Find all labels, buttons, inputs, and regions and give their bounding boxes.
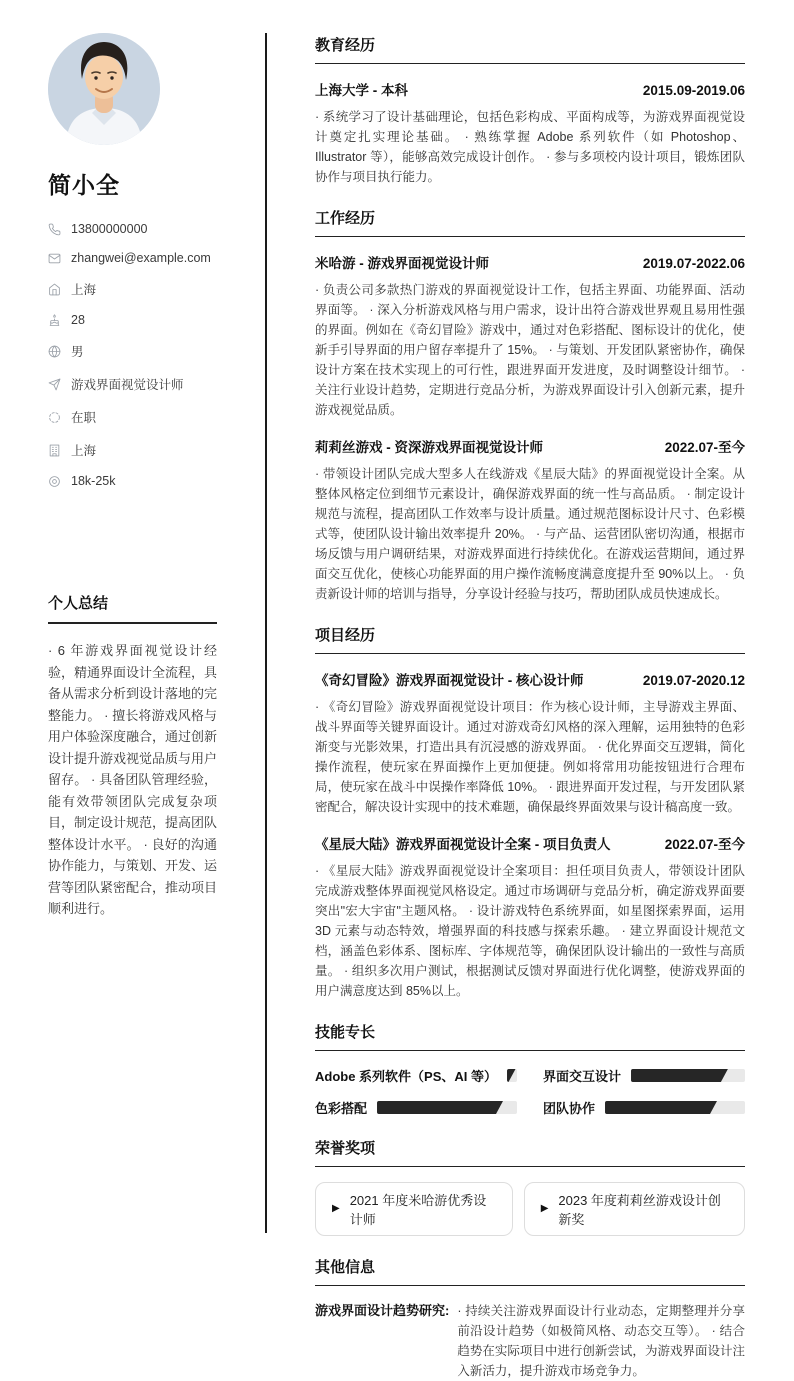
contact-age-value: 28 [71,313,85,327]
skill-label: Adobe 系列软件（PS、AI 等） [315,1069,498,1084]
phone-icon [48,222,62,236]
skill-row [315,1098,517,1117]
awards-section-title: 荣誉奖项 [315,1137,745,1167]
education-entry-title: 上海大学 - 本科 [315,83,408,98]
contact-location-value: 上海 [71,283,97,297]
project-entry-title: 《星辰大陆》游戏界面视觉设计全案 - 项目负责人 [315,837,611,852]
work-entry-header [315,436,745,456]
contact-age [48,313,217,327]
education-entry-date: 2015.09-2019.06 [642,83,745,98]
sidebar [0,0,265,1306]
project-entry-date: 2019.07-2020.12 [642,673,745,688]
summary-body: · 6 年游戏界面视觉设计经验，精通界面设计全流程，具备从需求分析到设计落地的完整能力。 · 擅长将游戏风格与用户体验深度融合，通过创新设计提升游戏视觉品质与用户留存。 · 具备团队管理经验，能有效带领团队完成复杂项目，制定设计规范，提高团队整体设计水平。 · 良好的沟通协作能力，与策划、开发、运营等团队紧密配合，推动项目顺利进行。 [48,643,218,916]
work-entry-title: 莉莉丝游戏 - 资深游戏界面视觉设计师 [315,440,543,455]
project-entry-header [315,669,745,689]
avatar [48,33,160,145]
award-badge [524,1182,745,1236]
contact-phone [48,222,217,236]
contact-salary [48,474,217,488]
target-icon [48,474,62,488]
project-entry-date: 2022.07-至今 [664,837,745,852]
other-info-body: · 持续关注游戏界面设计行业动态，定期整理并分享前沿设计趋势（如极简风格、动态交互等）。 · 结合趋势在实际项目中进行创新尝试，为游戏界面设计注入新活力，提升游戏市场竞争力。 [457,1304,745,1378]
other-info-section [315,1256,745,1381]
globe-icon [48,344,62,358]
skill-row [315,1066,517,1085]
contact-location [48,280,217,298]
skills-section [315,1021,745,1117]
contact-email [48,251,217,265]
project-entry-header [315,833,745,853]
contact-status-value: 在职 [71,411,97,425]
cake-icon [48,313,62,327]
play-triangle-icon: ▶ [540,1203,549,1214]
project-entry-title: 《奇幻冒险》游戏界面视觉设计 - 核心设计师 [315,673,584,688]
work-entry-date: 2022.07-至今 [664,440,745,455]
building-icon [48,443,62,457]
avatar-portrait-illustration [48,33,160,145]
home-icon [48,282,62,296]
skill-bar-fill [631,1069,728,1082]
work-section [315,207,745,604]
awards-section [315,1137,745,1236]
work-entry-title: 米哈游 - 游戏界面视觉设计师 [315,256,489,271]
skill-bar-fill [377,1101,503,1114]
contact-city [48,441,217,459]
work-entry [315,436,745,604]
skill-row [543,1066,745,1085]
work-entry-body: · 带领设计团队完成大型多人在线游戏《星辰大陆》的界面视觉设计全案。从整体风格定位到细节元素设计，确保游戏界面的统一性与高品质。 · 制定设计规范与流程，提高团队工作效率与设计质量。通过规范图标设计尺寸、色彩模式等，使团队设计输出效率提升 20%。 · 与产品、运营团队密切沟通，根据市场反馈与用户调研结果，对游戏界面进行持续优化。在游戏运营期间，通过界面交互优化，使核心功能界面的用户操作流畅度满意度提升至 90%以上。 · 负责新设计师的培训与指导，分享设计经验与技巧，帮助团队成员快速成长。 [315,467,745,601]
award-text: 2021 年度米哈游优秀设计师 [349,1193,487,1227]
project-entry [315,833,745,1001]
contact-phone-value: 13800000000 [71,222,148,236]
projects-section [315,624,745,1001]
project-entry-body: · 《星辰大陆》游戏界面视觉设计全案项目：担任项目负责人，带领设计团队完成游戏整体界面视觉风格设定。通过市场调研与竞品分析，确定游戏界面要突出"宏大宇宙"主题风格。 · 设计游戏特色系统界面，如星图探索界面，运用 3D 元素与动态特效，增强界面的科技感与探索乐趣。 · 建立界面设计规范文档，涵盖色彩体系、图标库、字体规范等，确保团队设计输出的一致性与高质量。 · 组织多次用户测试，根据测试反馈对界面进行优化调整，使游戏界面的用户满意度达到 85%以上。 [315,864,745,998]
contact-gender-value: 男 [71,345,84,359]
education-entry-body: · 系统学习了设计基础理论，包括色彩构成、平面构成等，为游戏界面视觉设计奠定扎实理论基础。 · 熟练掌握 Adobe 系列软件（如 Photoshop、Illustrator 等），能够高效完成设计创作。 · 参与多项校内设计项目，锻炼团队协作与项目执行能力。 [315,110,745,184]
other-info-row [315,1301,745,1381]
education-entry [315,79,745,187]
skill-label: 色彩搭配 [315,1101,368,1116]
project-entry [315,669,745,817]
work-entry-body: · 负责公司多款热门游戏的界面视觉设计工作，包括主界面、功能界面、活动界面等。 · 深入分析游戏风格与用户需求，设计出符合游戏世界观且易用性强的界面。例如在《奇幻冒险》游戏中，通过对色彩搭配、图标设计的优化，使新手引导界面的用户留存率提升了 15%。 · 与策划、开发团队紧密协作，确保设计方案在技术实现上的可行性，跟进界面开发进度，及时调整设计细节。 · 关注行业设计趋势，定期进行竞品分析，为游戏界面设计引入创新元素，提升游戏视觉品质。 [315,283,745,417]
skills-section-title: 技能专长 [315,1021,745,1051]
main-content [267,0,794,1378]
contact-gender [48,342,217,360]
other-info-label: 游戏界面设计趋势研究: [315,1303,450,1318]
skill-bar-track [631,1069,745,1082]
play-triangle-icon: ▶ [332,1203,340,1214]
skill-bar-track [377,1101,517,1114]
project-entry-body: · 《奇幻冒险》游戏界面视觉设计项目：作为核心设计师，主导游戏主界面、战斗界面等关键界面设计。通过对游戏奇幻风格的深入理解，运用独特的色彩渐变与光影效果，打造出具有沉浸感的游戏界面。 · 优化界面交互逻辑，简化操作流程，使玩家在界面操作上更加便捷。例如将常用功能按钮进行合理布局，使玩家在战斗中误操作率降低 10%。 · 跟进界面开发过程，与开发团队紧密配合，解决设计实现中的技术难题，确保最终界面效果与设计稿高度一致。 [315,700,745,814]
summary-title: 个人总结 [48,592,217,624]
send-icon [48,377,62,391]
education-section [315,34,745,187]
skill-bar-track [507,1069,517,1082]
candidate-name: 简小全 [48,172,120,198]
education-entry-header [315,79,745,99]
contact-status [48,408,217,426]
loader-icon [48,410,62,424]
education-section-title: 教育经历 [315,34,745,64]
award-badge [315,1182,513,1236]
skill-row [543,1098,745,1117]
skill-label: 界面交互设计 [543,1069,622,1084]
work-section-title: 工作经历 [315,207,745,237]
contact-list [48,222,217,488]
projects-section-title: 项目经历 [315,624,745,654]
skill-bar-fill [605,1101,717,1114]
mail-icon [48,251,62,265]
work-entry-date: 2019.07-2022.06 [642,256,745,271]
skills-grid [315,1066,745,1117]
skill-label: 团队协作 [543,1101,596,1116]
contact-email-value: zhangwei@example.com [71,251,211,265]
contact-salary-value: 18k-25k [71,474,116,488]
skill-bar-fill [507,1069,515,1082]
contact-job-title [48,375,217,393]
summary-section [48,592,217,920]
awards-row [315,1182,745,1236]
award-text: 2023 年度莉莉丝游戏设计创新奖 [558,1193,721,1227]
contact-city-value: 上海 [71,444,97,458]
contact-job-title-value: 游戏界面视觉设计师 [71,378,184,392]
other-info-section-title: 其他信息 [315,1256,745,1286]
work-entry-header [315,252,745,272]
work-entry [315,252,745,420]
skill-bar-track [605,1101,745,1114]
